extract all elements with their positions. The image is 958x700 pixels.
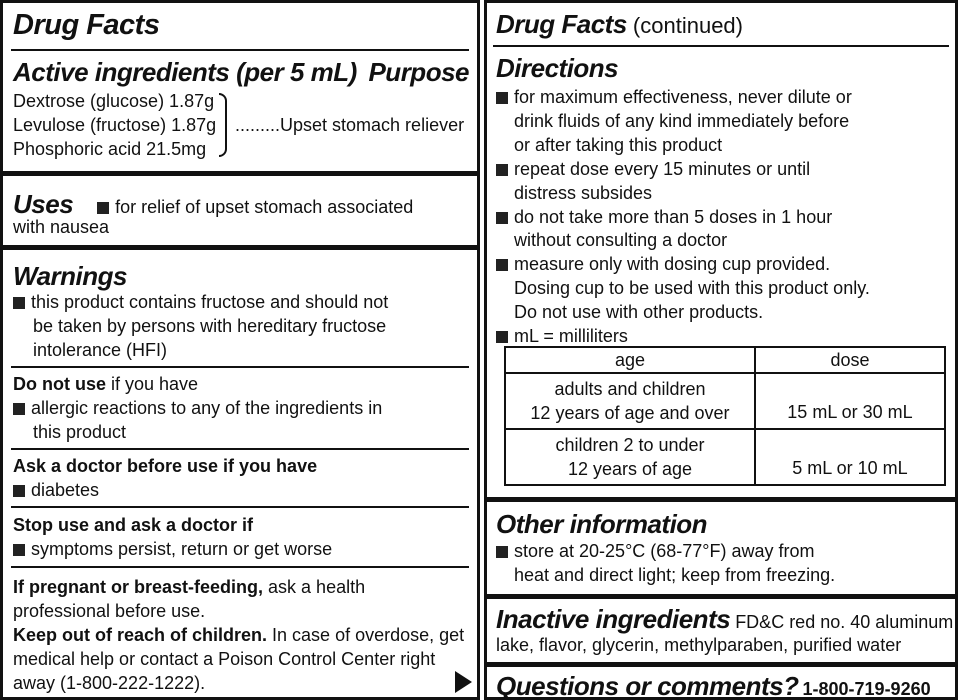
drug-facts-title: Drug Facts	[13, 9, 160, 41]
divider	[11, 49, 469, 51]
directions-text: mL = milliliters	[514, 326, 628, 346]
ask-doctor-heading: Ask a doctor before use if you have	[13, 456, 318, 476]
do-not-use-line-1	[13, 396, 382, 420]
brace-icon	[219, 93, 227, 157]
uses-heading: Uses	[13, 189, 74, 219]
table-cell-age	[505, 373, 755, 429]
do-not-use-heading: Do not use	[13, 374, 106, 394]
keep-out-line-3: away (1-800-222-1222).	[13, 673, 206, 693]
inactive-line-1	[496, 606, 953, 634]
directions-line	[514, 181, 652, 205]
keep-out-heading: Keep out of reach of children.	[13, 625, 268, 645]
continued-title	[496, 11, 743, 39]
continue-arrow-icon	[455, 671, 472, 693]
divider	[11, 448, 469, 450]
other-info-line-2: heat and direct light; keep from freezing.	[514, 565, 836, 585]
stop-use-heading: Stop use and ask a doctor if	[13, 515, 254, 535]
age-line-2: 12 years of age	[567, 459, 693, 479]
divider	[11, 566, 469, 568]
purpose-text: .........Upset stomach reliever	[235, 115, 465, 135]
bullet-icon	[13, 403, 25, 415]
continued-suffix: (continued)	[626, 13, 743, 38]
pregnant-text: ask a health	[263, 577, 366, 597]
inactive-text: FD&C red no. 40 aluminum	[730, 612, 954, 632]
do-not-use-line-2: this product	[33, 422, 127, 442]
ask-doctor-item	[13, 478, 99, 502]
table-cell-age	[505, 429, 755, 485]
directions-line	[496, 252, 830, 276]
stop-use-item	[13, 537, 332, 561]
directions-line	[496, 324, 628, 348]
do-not-use-text: allergic reactions to any of the ingredients in	[31, 398, 383, 418]
table-row	[505, 373, 945, 429]
purpose-heading: Purpose	[368, 57, 469, 87]
section-divider	[487, 497, 955, 502]
phone-number: 1-800-719-9260	[802, 679, 931, 699]
directions-text: Dosing cup to be used with this product only.	[514, 278, 870, 299]
directions-text: distress subsides	[514, 182, 653, 203]
warnings-text: this product contains fructose and should not	[31, 292, 389, 312]
table-header-dose: dose	[755, 347, 945, 373]
keep-out-line-1	[13, 623, 464, 647]
divider	[493, 45, 949, 47]
uses-line-2: with nausea	[13, 217, 110, 237]
ingredient-phosphoric-acid: Phosphoric acid 21.5mg	[13, 139, 207, 159]
other-info-text: store at 20-25°C (68-77°F) away from	[514, 541, 815, 561]
directions-text: measure only with dosing cup provided.	[514, 254, 831, 275]
other-info-line-1	[496, 539, 815, 563]
directions-heading: Directions	[496, 53, 619, 83]
questions-heading: Questions or comments?	[496, 671, 799, 700]
directions-line	[514, 276, 870, 300]
directions-line	[496, 157, 810, 181]
directions-text: drink fluids of any kind immediately before	[514, 110, 850, 131]
directions-line	[514, 228, 727, 252]
inactive-ingredients-heading: Inactive ingredients	[496, 604, 731, 634]
other-information-heading: Other information	[496, 509, 708, 539]
questions-line	[496, 673, 931, 700]
ingredient-dextrose: Dextrose (glucose) 1.87g	[13, 91, 215, 111]
keep-out-line-2: medical help or contact a Poison Control Center right	[13, 649, 436, 669]
directions-line	[496, 205, 832, 229]
pregnant-line-1	[13, 575, 365, 599]
do-not-use-heading-line	[13, 372, 198, 396]
directions-text: without consulting a doctor	[514, 230, 728, 251]
warnings-line-1	[13, 290, 388, 314]
directions-text: do not take more than 5 doses in 1 hour	[514, 206, 833, 227]
bullet-icon	[13, 544, 25, 556]
directions-line	[514, 109, 849, 133]
dose-table	[504, 346, 946, 486]
directions-line	[496, 85, 852, 109]
drug-facts-title-continued: Drug Facts	[496, 9, 627, 39]
section-divider	[487, 594, 955, 599]
directions-line	[514, 133, 722, 157]
section-divider	[487, 662, 955, 667]
ask-doctor-text: diabetes	[31, 480, 100, 500]
pregnant-heading: If pregnant or breast-feeding,	[13, 577, 264, 597]
stop-use-text: symptoms persist, return or get worse	[31, 539, 333, 559]
section-divider	[3, 245, 477, 250]
bullet-icon	[496, 331, 508, 343]
ingredient-levulose: Levulose (fructose) 1.87g	[13, 115, 217, 135]
drug-facts-panel-right	[484, 0, 958, 700]
bullet-icon	[13, 297, 25, 309]
directions-line	[514, 300, 763, 324]
warnings-heading: Warnings	[13, 261, 127, 291]
directions-text: or after taking this product	[514, 134, 723, 155]
keep-out-text: In case of overdose, get	[267, 625, 465, 645]
pregnant-line-2: professional before use.	[13, 601, 206, 621]
directions-text: for maximum effectiveness, never dilute or	[514, 87, 852, 107]
bullet-icon	[496, 164, 508, 176]
age-line-2: 12 years of age and over	[530, 403, 730, 423]
uses-text: for relief of upset stomach associated	[115, 197, 414, 217]
table-cell-dose: 15 mL or 30 mL	[755, 373, 945, 429]
warnings-line-3: intolerance (HFI)	[33, 340, 168, 360]
directions-text: Do not use with other products.	[514, 302, 764, 323]
table-cell-dose: 5 mL or 10 mL	[755, 429, 945, 485]
bullet-icon	[13, 485, 25, 497]
directions-text: repeat dose every 15 minutes or until	[514, 158, 811, 179]
table-header-row	[505, 347, 945, 373]
active-ingredients-heading: Active ingredients (per 5 mL)	[13, 57, 357, 87]
age-line-1: adults and children	[554, 379, 706, 399]
bullet-icon	[496, 259, 508, 271]
bullet-icon	[496, 92, 508, 104]
inactive-line-2: lake, flavor, glycerin, methylparaben, purified water	[496, 635, 902, 655]
bullet-icon	[496, 546, 508, 558]
warnings-line-2: be taken by persons with hereditary fructose	[33, 316, 387, 336]
divider	[11, 366, 469, 368]
age-line-1: children 2 to under	[555, 435, 705, 455]
bullet-icon	[496, 212, 508, 224]
bullet-icon	[97, 202, 109, 214]
do-not-use-heading-rest: if you have	[106, 374, 199, 394]
table-row	[505, 429, 945, 485]
divider	[11, 506, 469, 508]
section-divider	[3, 171, 477, 176]
table-header-age: age	[505, 347, 755, 373]
